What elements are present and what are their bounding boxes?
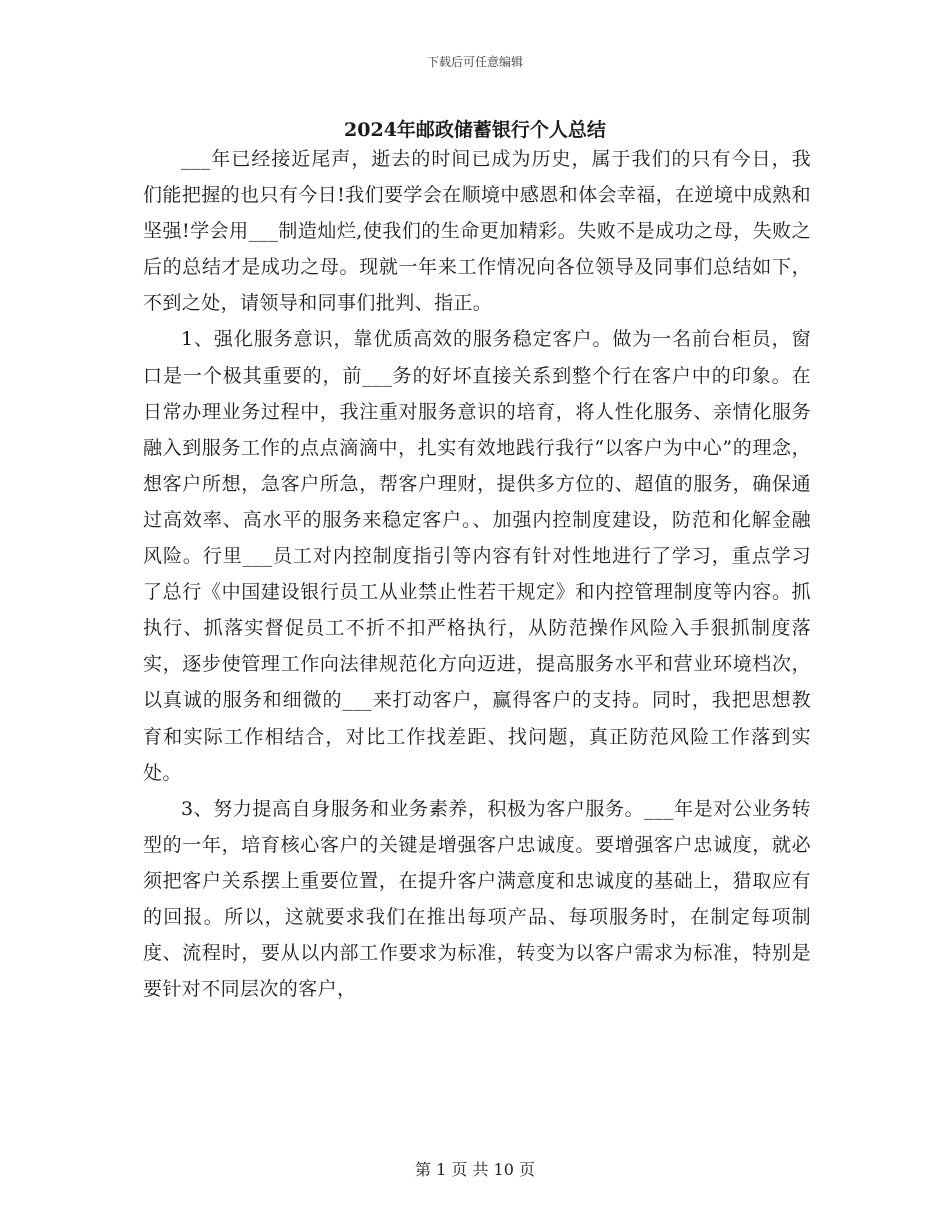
document-title: 2024年邮政储蓄银行个人总结 bbox=[344, 119, 606, 141]
paragraph-intro: ___年已经接近尾声，逝去的时间已成为历史，属于我们的只有今日，我们能把握的也只有今日!我们要学会在顺境中感恩和体会幸福，在逆境中成熟和坚强!学会用___制造灿烂,使我们的生命更加精彩。失败不是成功之母，失败之后的总结才是成功之母。现就一年来工作情况向各位领导及同事们总结如下，不到之处，请领导和同事们批判、指正。 bbox=[143, 148, 811, 315]
paragraph-item-3: 3、努力提高自身服务和业务素养，积极为客户服务。___年是对公业务转型的一年，培育核心客户的关键是增强客户忠诚度。要增强客户忠诚度，就必须把客户关系摆上重要位置，在提升客户满意度和忠诚度的基础上，猎取应有的回报。所以，这就要求我们在推出每项产品、每项服务时，在制定每项制度、流程时，要从以内部工作要求为标准，转变为以客户需求为标准，特别是要针对不同层次的客户， bbox=[143, 797, 811, 1001]
page-number-footer: 第 1 页 共 10 页 bbox=[415, 1160, 535, 1179]
header-note: 下载后可任意编辑 bbox=[426, 55, 523, 69]
paragraph-item-1: 1、强化服务意识，靠优质高效的服务稳定客户。做为一名前台柜员，窗口是一个极其重要的，前___务的好坏直接关系到整个行在客户中的印象。在日常办理业务过程中，我注重对服务意识的培育，将人性化服务、亲情化服务融入到服务工作的点点滴滴中，扎实有效地践行我行“以客户为中心”的理念，想客户所想，急客户所急，帮客户理财，提供多方位的、超值的服务，确保通过高效率、高水平的服务来稳定客户。、加强内控制度建设，防范和化解金融风险。行里___员工对内控制度指引等内容有针对性地进行了学习，重点学习了总行《中国建设银行员工从业禁止性若干规定》和内控管理制度等内容。抓执行、抓落实督促员工不折不扣严格执行，从防范操作风险入手狠抓制度落实，逐步使管理工作向法律规范化方向迈进，提高服务水平和营业环境档次，以真诚的服务和细微的___来打动客户，赢得客户的支持。同时，我把思想教育和实际工作相结合，对比工作找差距、找问题，真正防范风险工作落到实处。 bbox=[143, 328, 811, 784]
document-body bbox=[143, 141, 811, 1007]
